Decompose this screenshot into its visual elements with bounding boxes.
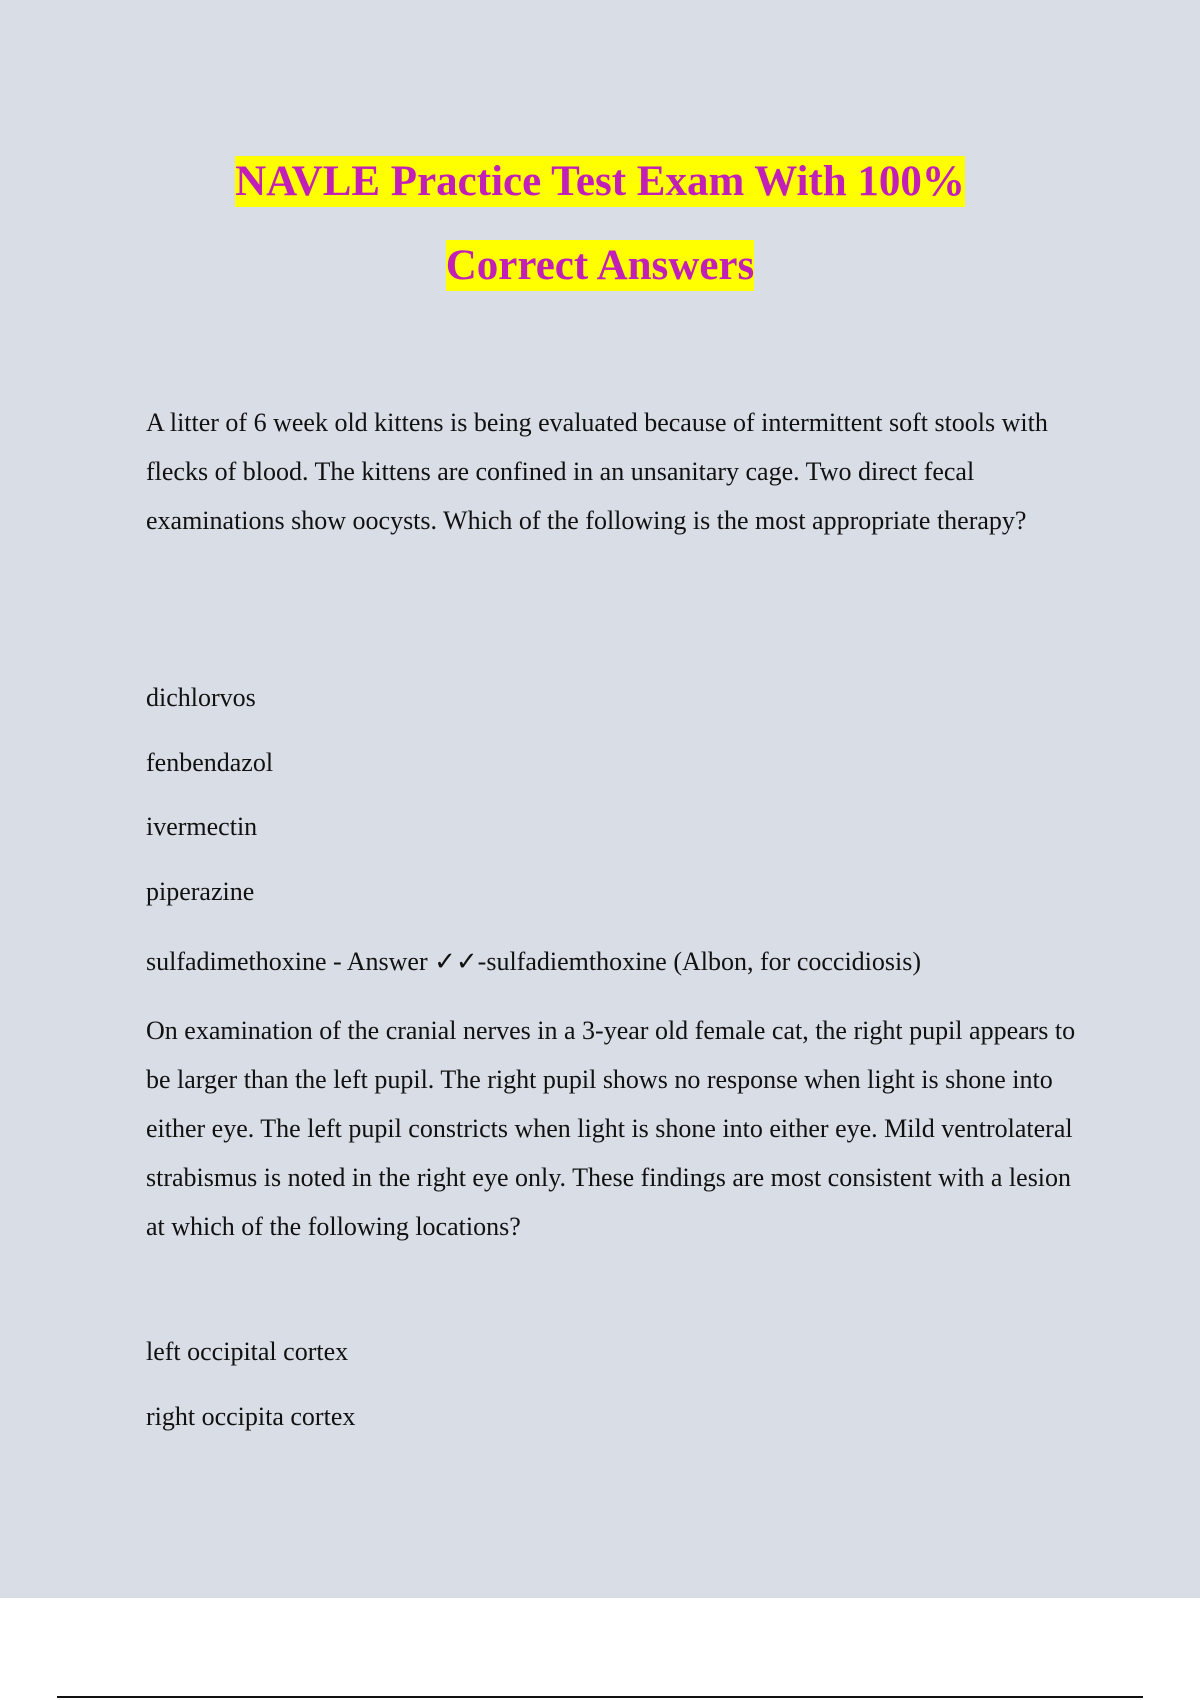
question-2-text: On examination of the cranial nerves in a 3-year old female cat, the right pupil appears to be larger than the left pupil. The right pupil shows no response when light is shone into either eye. The left pupil constricts when light is shone into either eye. Mild ventrolateral strabismus is noted in the right eye only. These findings are most consistent with a lesion at which of the following locations?: [146, 1016, 1076, 1241]
question-1-option-1: dichlorvos: [146, 683, 256, 712]
question-1-option-5-answer: sulfadimethoxine - Answer ✓✓-sulfadiemthoxine (Albon, for coccidiosis): [146, 947, 922, 976]
question-1-option-3: ivermectin: [146, 812, 258, 841]
question-1-text: A litter of 6 week old kittens is being evaluated because of intermittent soft stools with flecks of blood. The kittens are confined in an unsanitary cage. Two direct fecal examinations show oocysts. Which of the following is the most appropriate therapy?: [146, 408, 1048, 535]
title-line-1: NAVLE Practice Test Exam With 100%: [235, 158, 965, 205]
question-1-option-4: piperazine: [146, 877, 255, 906]
document-title: [0, 140, 1200, 308]
question-2-option-2: right occipita cortex: [146, 1402, 356, 1431]
title-line-2: Correct Answers: [445, 242, 755, 289]
question-2-option-1: left occipital cortex: [146, 1337, 349, 1366]
question-1-option-2: fenbendazol: [146, 748, 274, 777]
footer-divider: [57, 1696, 1143, 1698]
